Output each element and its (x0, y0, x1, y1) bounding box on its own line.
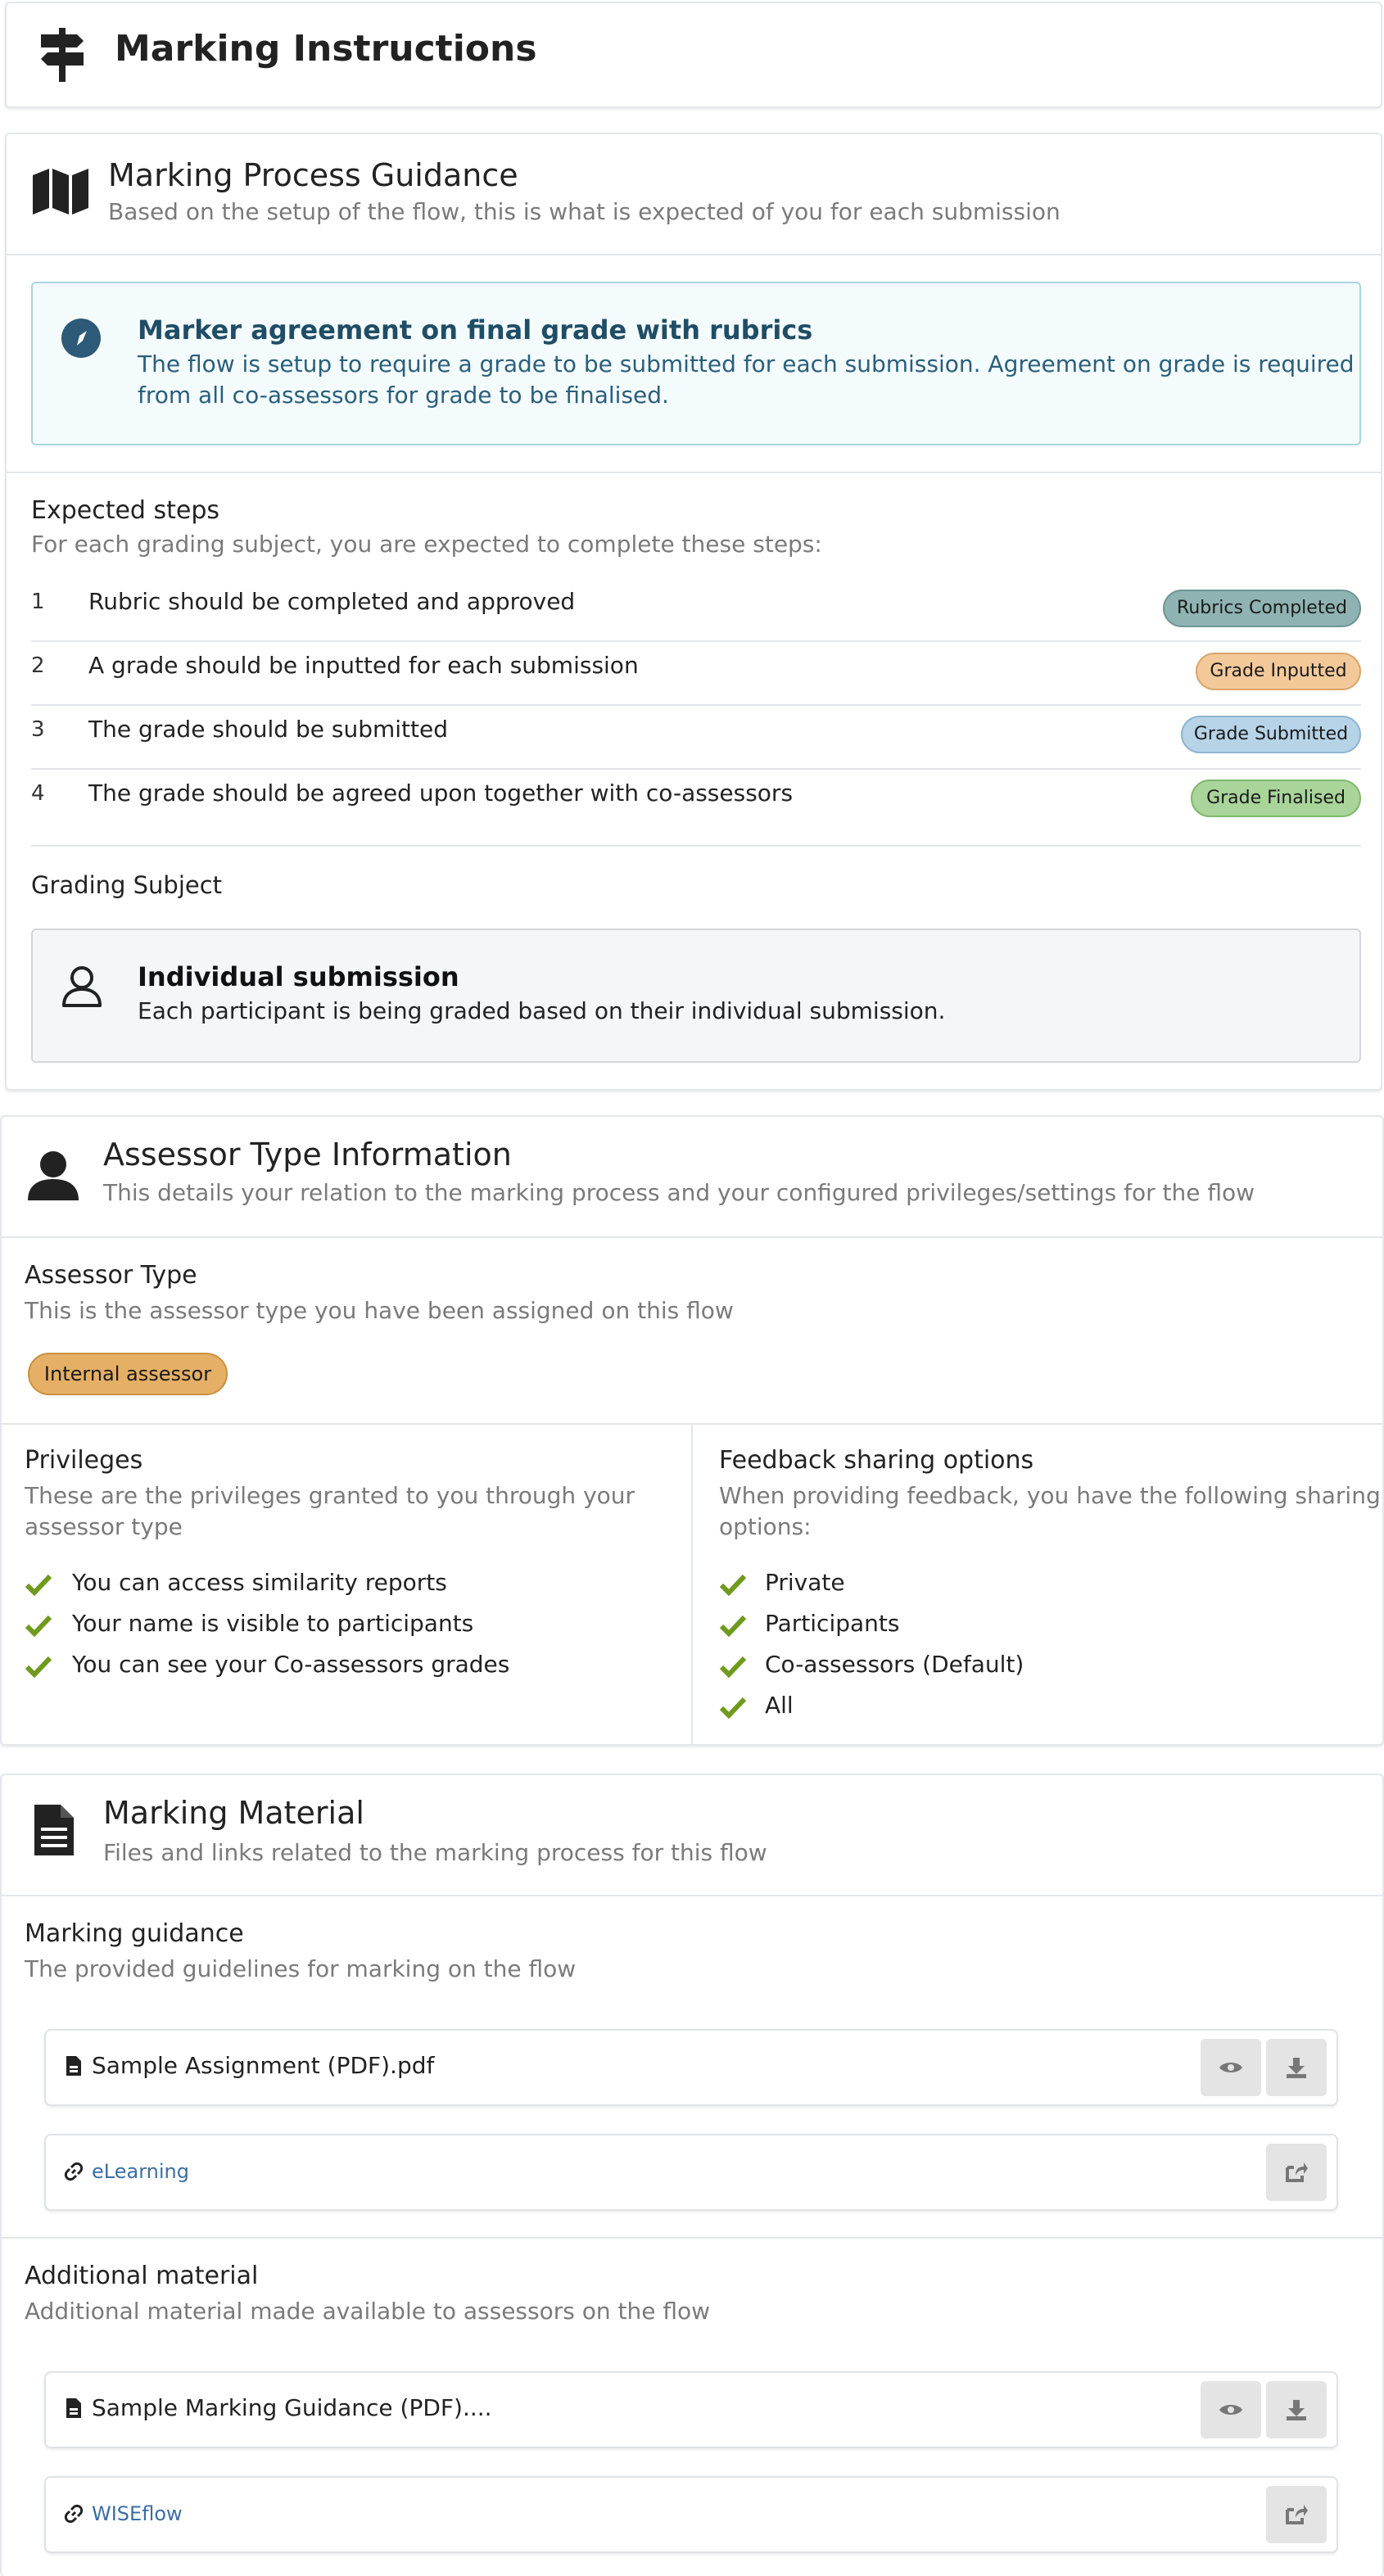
eye-icon (1219, 2059, 1243, 2076)
link-icon (64, 2162, 84, 2181)
check-icon (719, 1611, 747, 1639)
steps-title: Expected steps (31, 496, 220, 525)
step-number: 4 (31, 781, 45, 806)
step-number: 2 (31, 653, 45, 678)
check-icon (719, 1693, 747, 1721)
material-subtitle: Files and links related to the marking process for this flow (103, 1839, 767, 1866)
info-box (31, 282, 1361, 445)
step-text: Rubric should be completed and approved (88, 588, 576, 615)
download-button[interactable] (1266, 2039, 1327, 2096)
info-line-1: The flow is setup to require a grade to be submitted for each submission. Agreement on grade is required (138, 350, 1355, 377)
document-icon (33, 1803, 75, 1857)
additional-title: Additional material (25, 2262, 259, 2290)
badge-rubrics-completed: Rubrics Completed (1163, 590, 1361, 627)
check-icon (719, 1570, 747, 1598)
subject-title: Individual submission (138, 961, 459, 992)
sharing-subtitle-2: options: (719, 1513, 812, 1540)
external-link-icon (1284, 2161, 1309, 2184)
check-icon (25, 1611, 52, 1639)
download-icon (1285, 2398, 1308, 2421)
link-icon (64, 2504, 84, 2524)
open-link-button[interactable] (1266, 2486, 1327, 2543)
privilege-item: You can see your Co-assessors grades (72, 1651, 510, 1678)
check-icon (25, 1652, 52, 1680)
guidance-subtitle: The provided guidelines for marking on the flow (25, 1955, 577, 1982)
open-link-button[interactable] (1266, 2144, 1327, 2201)
link-row (44, 2134, 1338, 2211)
page-title: Marking Instructions (115, 28, 537, 70)
info-title: Marker agreement on final grade with rubrics (138, 314, 813, 346)
badge-grade-inputted: Grade Inputted (1196, 653, 1361, 690)
pdf-file-icon (66, 2397, 82, 2419)
assessor-type-badge: Internal assessor (28, 1353, 228, 1395)
privilege-item: You can access similarity reports (72, 1569, 447, 1596)
link-text[interactable]: eLearning (92, 2160, 189, 2183)
sharing-item: All (765, 1692, 794, 1719)
map-icon (31, 167, 90, 216)
page-header (5, 2, 1382, 108)
subject-box (31, 929, 1361, 1063)
guidance-title: Marking guidance (25, 1919, 244, 1948)
sharing-title: Feedback sharing options (719, 1446, 1034, 1475)
subject-text: Each participant is being graded based on their individual submission. (138, 997, 946, 1024)
signpost-icon (38, 26, 87, 84)
pdf-file-icon (66, 2055, 82, 2077)
check-icon (25, 1570, 52, 1598)
check-icon (719, 1652, 747, 1680)
file-name[interactable]: Sample Assignment (PDF).pdf (92, 2052, 435, 2079)
file-name[interactable]: Sample Marking Guidance (PDF).... (92, 2394, 492, 2421)
download-button[interactable] (1266, 2381, 1327, 2438)
additional-subtitle: Additional material made available to assessors on the flow (25, 2298, 711, 2325)
external-link-icon (1284, 2503, 1309, 2526)
assessor-type-subtitle: This is the assessor type you have been assigned on this flow (25, 1297, 734, 1324)
step-number: 1 (31, 590, 45, 614)
steps-subtitle: For each grading subject, you are expected to complete these steps: (31, 531, 822, 558)
material-title: Marking Material (103, 1795, 364, 1831)
process-title: Marking Process Guidance (108, 157, 518, 193)
compass-icon (61, 318, 102, 359)
assessor-type-label: Assessor Type (25, 1261, 197, 1290)
step-text: The grade should be agreed upon together with co-assessors (88, 780, 794, 807)
assessor-title: Assessor Type Information (103, 1137, 512, 1173)
link-text[interactable]: WISEflow (92, 2502, 183, 2525)
step-text: The grade should be submitted (88, 716, 449, 743)
sharing-subtitle-1: When providing feedback, you have the following sharing (719, 1482, 1381, 1509)
preview-button[interactable] (1201, 2381, 1261, 2438)
badge-grade-submitted: Grade Submitted (1181, 716, 1361, 753)
sharing-item: Co-assessors (Default) (765, 1651, 1024, 1678)
badge-grade-finalised: Grade Finalised (1191, 780, 1361, 817)
user-outline-icon (59, 963, 105, 1009)
privileges-subtitle-2: assessor type (25, 1513, 183, 1540)
process-subtitle: Based on the setup of the flow, this is what is expected of you for each submission (108, 198, 1061, 225)
preview-button[interactable] (1201, 2039, 1261, 2096)
grading-subject-label: Grading Subject (31, 871, 223, 899)
step-text: A grade should be inputted for each submission (88, 652, 639, 679)
sharing-item: Private (765, 1569, 845, 1596)
user-icon (26, 1148, 80, 1202)
file-row (44, 2029, 1338, 2106)
file-row (44, 2371, 1338, 2448)
step-number: 3 (31, 717, 45, 742)
assessor-subtitle: This details your relation to the marking process and your configured privileges/settings for the flow (103, 1179, 1255, 1206)
eye-icon (1219, 2402, 1243, 2418)
privileges-title: Privileges (25, 1446, 143, 1475)
link-row (44, 2476, 1338, 2553)
sharing-item: Participants (765, 1610, 900, 1637)
privilege-item: Your name is visible to participants (72, 1610, 474, 1637)
privileges-subtitle-1: These are the privileges granted to you through your (25, 1482, 635, 1509)
download-icon (1285, 2056, 1308, 2079)
info-line-2: from all co-assessors for grade to be finalised. (138, 382, 669, 409)
